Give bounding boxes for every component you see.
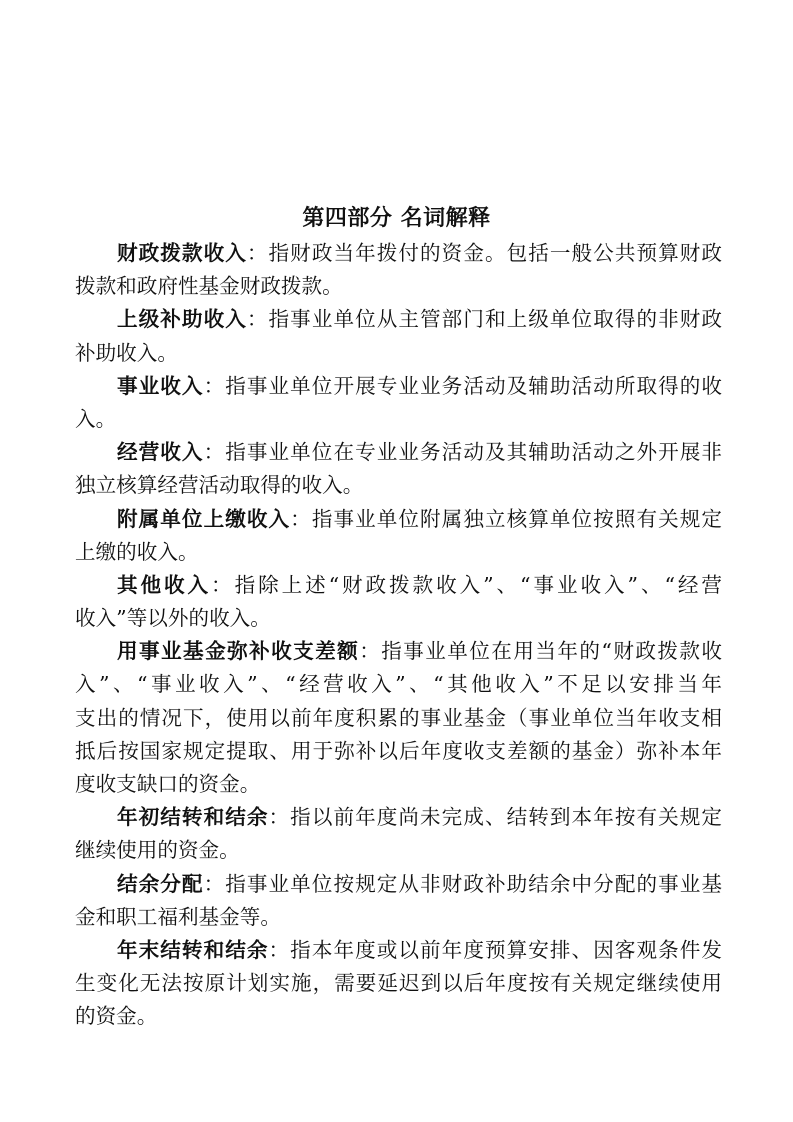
glossary-entry (75, 569, 722, 635)
entry-line (75, 768, 722, 801)
entry-term: 年初结转和结余 (117, 805, 269, 830)
entry-definition-text: 指事业单位从主管部门和上级单位取得的非财政 (268, 307, 722, 332)
entry-term: 附属单位上缴收入 (117, 506, 291, 531)
entry-term: 事业收入 (117, 373, 204, 398)
entry-definition-text: 入。 (75, 406, 117, 431)
entry-definition-text: 指以前年度尚未完成、结转到本年按有关规定 (290, 805, 722, 830)
entry-definition-text: 继续使用的资金。 (75, 838, 240, 863)
entry-line (75, 270, 722, 303)
entry-definition-text: 支出的情况下，使用以前年度积累的事业基金（事业单位当年收支相 (75, 705, 722, 730)
entry-line (75, 536, 722, 569)
entry-line (75, 868, 722, 901)
entry-colon: ： (359, 639, 382, 664)
glossary-body (75, 237, 722, 1034)
entry-term: 财政拨款收入 (117, 241, 247, 265)
page-title: 第四部分 名词解释 (302, 206, 491, 231)
entry-colon: ： (290, 506, 312, 531)
entry-term: 年末结转和结余 (117, 937, 269, 962)
entry-definition-text: 金和职工福利基金等。 (75, 904, 281, 929)
entry-line (75, 569, 722, 602)
entry-line (75, 237, 722, 270)
entry-line (75, 834, 722, 867)
entry-line (75, 668, 722, 701)
entry-line (75, 337, 722, 370)
entry-term: 经营收入 (117, 440, 204, 465)
entry-definition-text: 指事业单位按规定从非财政补助结余中分配的事业基 (225, 871, 722, 896)
entry-colon: ： (246, 307, 269, 332)
entry-term: 结余分配 (117, 871, 204, 896)
glossary-entry (75, 635, 722, 801)
entry-definition-text: 指除上述“财政拨款收入”、“事业收入”、“经营 (234, 572, 722, 597)
entry-colon: ： (268, 937, 291, 962)
entry-colon: ： (268, 805, 291, 830)
entry-definition-text: 指财政当年拨付的资金。包括一般公共预算财政 (268, 241, 722, 265)
entry-line (75, 934, 722, 967)
entry-definition-text: 指事业单位在专业业务活动及其辅助活动之外开展非 (225, 440, 722, 465)
entry-colon: ： (211, 572, 235, 597)
entry-colon: ： (203, 871, 226, 896)
entry-line (75, 702, 722, 735)
glossary-entry (75, 934, 722, 1034)
entry-line (75, 403, 722, 436)
entry-line (75, 967, 722, 1000)
entry-definition-text: 收入”等以外的收入。 (75, 606, 271, 631)
entry-term: 用事业基金弥补收支差额 (117, 639, 360, 664)
entry-colon: ： (203, 440, 226, 465)
entry-line (75, 801, 722, 834)
entry-term: 其他收入 (117, 572, 212, 597)
glossary-entry (75, 868, 722, 934)
glossary-entry (75, 436, 722, 502)
entry-definition-text: 上缴的收入。 (75, 539, 199, 564)
entry-line (75, 436, 722, 469)
glossary-entry (75, 801, 722, 867)
entry-line (75, 303, 722, 336)
entry-definition-text: 独立核算经营活动取得的收入。 (75, 473, 364, 498)
glossary-entry (75, 503, 722, 569)
entry-definition-text: 指事业单位在用当年的“财政拨款收 (381, 639, 722, 664)
entry-definition-text: 补助收入。 (75, 340, 178, 365)
entry-line (75, 370, 722, 403)
entry-definition-text: 度收支缺口的资金。 (75, 772, 261, 796)
glossary-entry (75, 303, 722, 369)
entry-line (75, 635, 722, 668)
entry-line (75, 735, 722, 768)
entry-line (75, 503, 722, 536)
entry-definition-text: 生变化无法按原计划实施，需要延迟到以后年度按有关规定继续使用 (75, 971, 722, 996)
entry-definition-text: 入”、“事业收入”、“经营收入”、“其他收入”不足以安排当年 (75, 672, 722, 697)
entry-definition-text: 抵后按国家规定提取、用于弥补以后年度收支差额的基金）弥补本年 (75, 738, 722, 763)
entry-colon: ： (203, 373, 226, 398)
entry-line (75, 602, 722, 635)
entry-definition-text: 指事业单位开展专业业务活动及辅助活动所取得的收 (225, 373, 722, 398)
entry-definition-text: 的资金。 (75, 1004, 158, 1029)
entry-definition-text: 指事业单位附属独立核算单位按照有关规定 (311, 506, 722, 531)
entry-colon: ： (246, 241, 269, 265)
glossary-entry (75, 370, 722, 436)
entry-line (75, 1000, 722, 1033)
entry-definition-text: 拨款和政府性基金财政拨款。 (75, 274, 343, 299)
glossary-entry (75, 237, 722, 303)
entry-line (75, 901, 722, 934)
entry-definition-text: 指本年度或以前年度预算安排、因客观条件发 (290, 937, 722, 962)
entry-term: 上级补助收入 (117, 307, 247, 332)
entry-line (75, 469, 722, 502)
